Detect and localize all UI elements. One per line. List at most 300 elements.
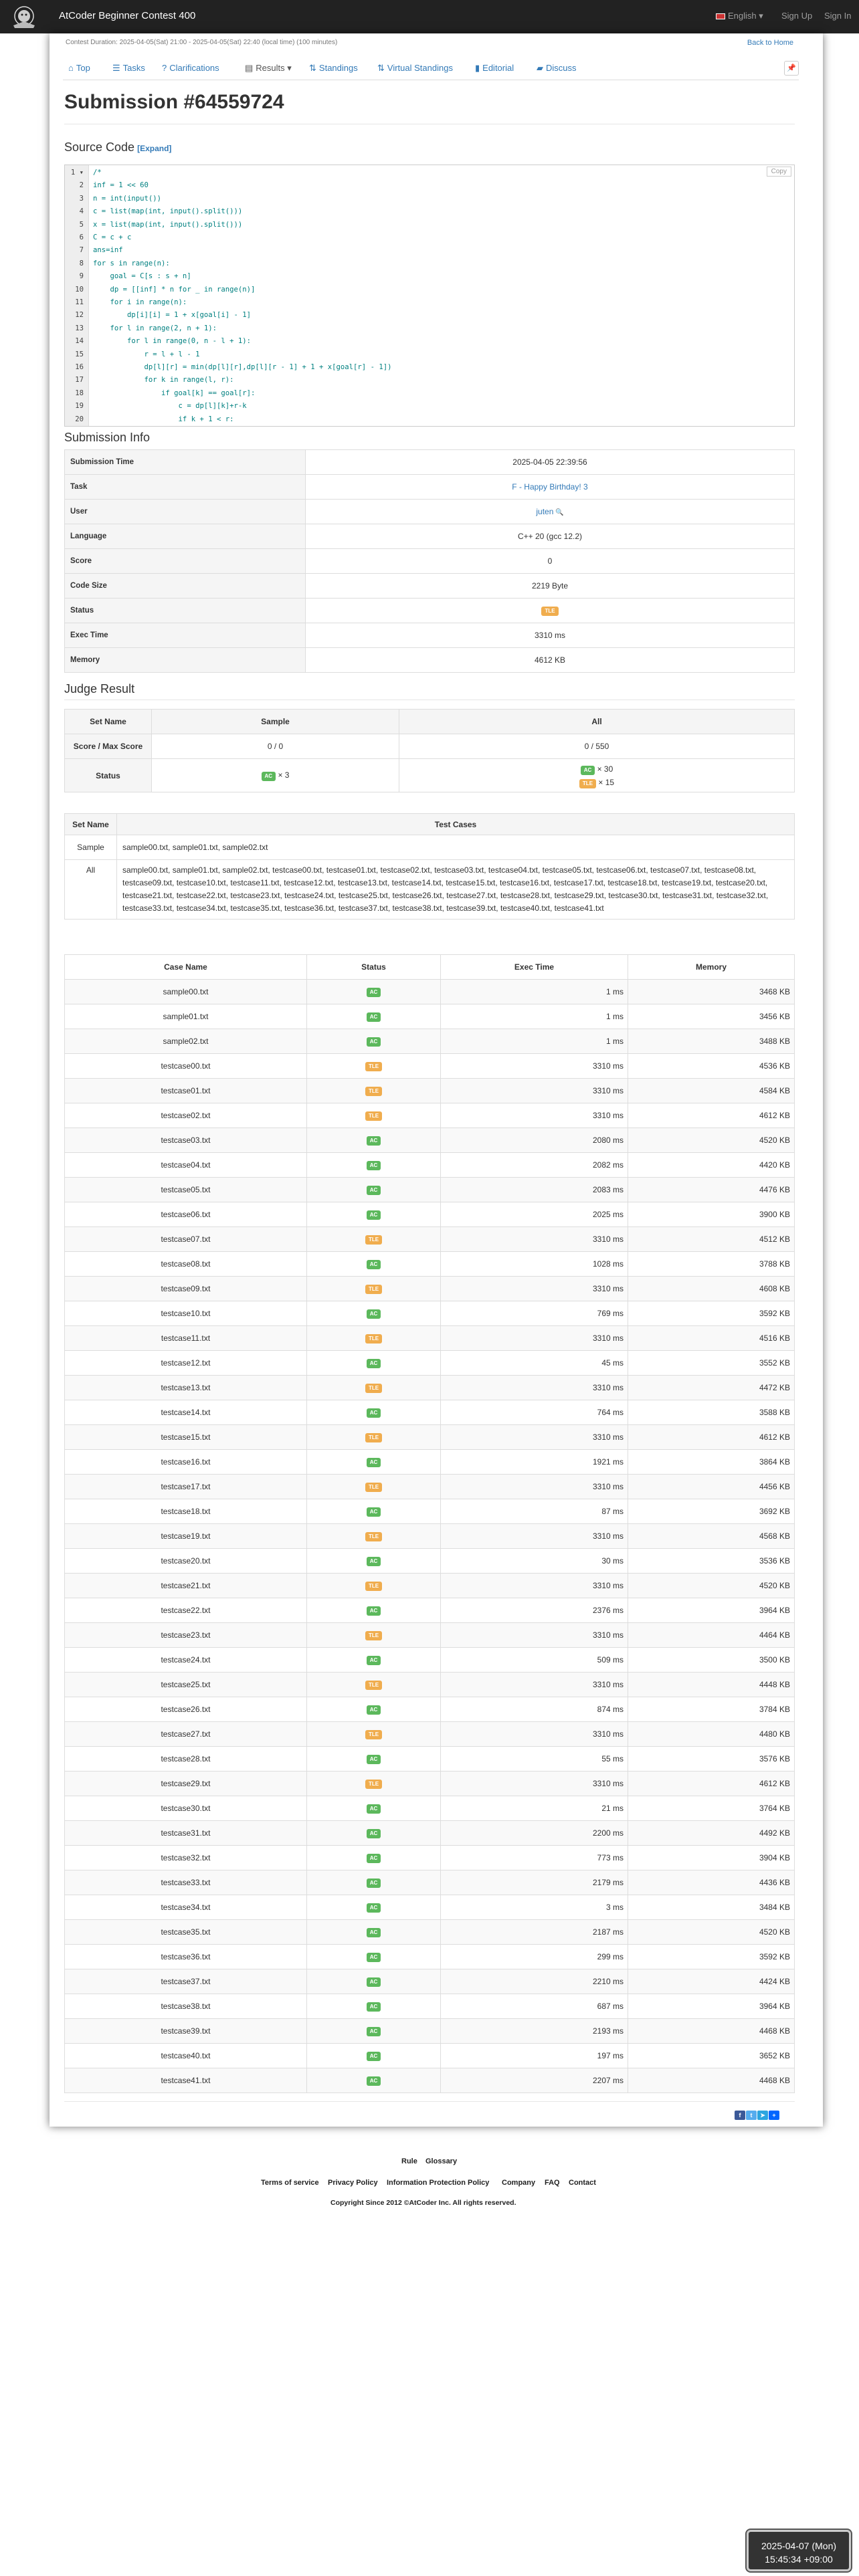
case-name: testcase21.txt (65, 1574, 307, 1598)
case-name: testcase39.txt (65, 2019, 307, 2044)
case-row (65, 1920, 795, 1945)
case-status (307, 1598, 441, 1623)
case-memory: 4612 KB (628, 1772, 795, 1796)
case-exec-time: 2200 ms (441, 1821, 628, 1846)
case-row (65, 1870, 795, 1895)
case-row (65, 1128, 795, 1153)
contest-tabs (63, 56, 799, 80)
case-name: testcase12.txt (65, 1351, 307, 1376)
code-line: for l in range(0, n - l + 1): (93, 337, 251, 346)
info-text: 0 (547, 556, 553, 566)
case-status (307, 1227, 441, 1252)
ac-badge: AC (367, 1359, 381, 1368)
footer-ipp-link[interactable]: Information Protection Policy (387, 2179, 490, 2187)
info-value (306, 599, 795, 623)
copy-button[interactable]: Copy (767, 167, 791, 177)
case-exec-time: 1028 ms (441, 1252, 628, 1277)
info-row (65, 623, 795, 648)
line-number: 8 (79, 259, 84, 267)
case-status (307, 1648, 441, 1673)
status-header: Status (307, 955, 441, 980)
case-name: testcase07.txt (65, 1227, 307, 1252)
footer-faq-link[interactable]: FAQ (545, 2179, 560, 2187)
case-status (307, 1821, 441, 1846)
case-name: testcase08.txt (65, 1252, 307, 1277)
atcoder-logo[interactable] (8, 3, 40, 31)
tle-badge: TLE (365, 1532, 382, 1541)
case-status (307, 1178, 441, 1202)
case-memory: 3592 KB (628, 1301, 795, 1326)
case-row (65, 2044, 795, 2068)
case-memory: 4512 KB (628, 1227, 795, 1252)
case-row (65, 1846, 795, 1870)
user-link[interactable]: juten (536, 507, 554, 516)
ac-badge: AC (367, 1705, 381, 1715)
case-name: testcase20.txt (65, 1549, 307, 1574)
case-status (307, 1697, 441, 1722)
case-status (307, 1524, 441, 1549)
sample-header: Sample (152, 710, 399, 734)
contest-duration: Contest Duration: 2025-04-05(Sat) 21:00 - 2025-04-05(Sat) 22:40 (local time) (100 minutes) (66, 39, 338, 46)
set-name: All (65, 860, 117, 920)
case-name: testcase22.txt (65, 1598, 307, 1623)
line-number: 3 (79, 194, 84, 203)
case-status (307, 1945, 441, 1969)
line-number: 15 (75, 350, 84, 358)
case-exec-time: 2376 ms (441, 1598, 628, 1623)
case-row (65, 1425, 795, 1450)
footer-company-link[interactable]: Company (502, 2179, 536, 2187)
info-value (306, 524, 795, 549)
ac-badge: AC (367, 1829, 381, 1838)
footer-rule-link[interactable]: Rule (401, 2157, 417, 2165)
case-row (65, 1301, 795, 1326)
tle-badge: TLE (365, 1235, 382, 1245)
case-name: testcase05.txt (65, 1178, 307, 1202)
case-name: testcase11.txt (65, 1326, 307, 1351)
line-number: 18 (75, 389, 84, 397)
case-row (65, 1697, 795, 1722)
info-text: 2025-04-05 22:39:56 (512, 457, 587, 467)
tab-virtual-standings[interactable]: ⇅ Virtual Standings (377, 63, 453, 73)
ac-badge: AC (367, 1458, 381, 1467)
case-exec-time: 3310 ms (441, 1054, 628, 1079)
folder-icon: ▤ (245, 63, 254, 73)
case-exec-time: 2082 ms (441, 1153, 628, 1178)
case-exec-time: 3310 ms (441, 1227, 628, 1252)
info-text: 4612 KB (534, 655, 566, 665)
case-name: testcase26.txt (65, 1697, 307, 1722)
case-memory: 3468 KB (628, 980, 795, 1004)
line-number: 5 (79, 220, 84, 229)
main-container (50, 33, 823, 2127)
footer-contact-link[interactable]: Contact (569, 2179, 596, 2187)
test-sets-table (64, 813, 795, 920)
ac-badge: AC (367, 2052, 381, 2061)
case-name: testcase16.txt (65, 1450, 307, 1475)
ac-badge: AC (367, 2027, 381, 2036)
facebook-icon[interactable]: f (735, 2111, 745, 2120)
line-number: 16 (75, 363, 84, 371)
case-status (307, 1128, 441, 1153)
case-row (65, 1326, 795, 1351)
set-name-header: Set Name (65, 710, 152, 734)
case-memory: 3964 KB (628, 1598, 795, 1623)
case-exec-time: 45 ms (441, 1351, 628, 1376)
case-row (65, 980, 795, 1004)
case-status (307, 1103, 441, 1128)
expand-link[interactable]: [Expand] (137, 144, 172, 153)
ac-badge: AC (367, 1136, 381, 1146)
code-line: x = list(map(int, input().split())) (93, 220, 243, 229)
memory-header: Memory (628, 955, 795, 980)
case-status (307, 980, 441, 1004)
code-line: for i in range(n): (93, 298, 187, 306)
case-memory: 3456 KB (628, 1004, 795, 1029)
tle-badge: TLE (541, 607, 558, 616)
footer-terms-link[interactable]: Terms of service (261, 2179, 319, 2187)
info-row (65, 648, 795, 673)
tab-discuss[interactable]: ▰ Discuss (537, 63, 577, 73)
info-row (65, 574, 795, 599)
case-row (65, 1029, 795, 1054)
info-value (306, 574, 795, 599)
case-exec-time: 197 ms (441, 2044, 628, 2068)
set-name: Sample (65, 835, 117, 860)
case-row (65, 1252, 795, 1277)
tle-badge: TLE (365, 1433, 382, 1442)
case-memory: 4612 KB (628, 1103, 795, 1128)
score-summary-table (64, 709, 795, 792)
case-row (65, 1574, 795, 1598)
ac-badge: AC (367, 1161, 381, 1170)
footer-privacy-link[interactable]: Privacy Policy (328, 2179, 378, 2187)
list-icon: ☰ (112, 63, 120, 73)
case-memory: 3576 KB (628, 1747, 795, 1772)
case-name: testcase00.txt (65, 1054, 307, 1079)
case-memory: 4456 KB (628, 1475, 795, 1499)
case-exec-time: 3 ms (441, 1895, 628, 1920)
score-label: Score / Max Score (65, 734, 152, 759)
language-dropdown[interactable]: English ▾ (716, 11, 763, 21)
tab-editorial[interactable]: ▮ Editorial (475, 63, 514, 73)
case-status (307, 1870, 441, 1895)
case-status (307, 1004, 441, 1029)
case-name: testcase17.txt (65, 1475, 307, 1499)
ac-badge: AC (367, 1656, 381, 1665)
clock-date: 2025-04-07 (Mon) (761, 2541, 837, 2551)
test-cases-table (64, 954, 795, 2093)
case-exec-time: 2210 ms (441, 1969, 628, 1994)
status-label: Status (65, 759, 152, 792)
tab-standings[interactable]: ⇅ Standings (309, 63, 358, 73)
tab-top[interactable]: ⌂ Top (68, 63, 90, 73)
case-row (65, 1178, 795, 1202)
submission-info-heading: Submission Info (64, 431, 151, 444)
case-status (307, 1450, 441, 1475)
tle-badge: TLE (579, 779, 596, 788)
home-icon: ⌂ (68, 63, 74, 73)
case-exec-time: 764 ms (441, 1400, 628, 1425)
case-name: testcase06.txt (65, 1202, 307, 1227)
search-icon[interactable]: 🔍 (553, 509, 564, 516)
case-memory: 3536 KB (628, 1549, 795, 1574)
case-memory: 4516 KB (628, 1326, 795, 1351)
case-memory: 4420 KB (628, 1153, 795, 1178)
case-row (65, 2019, 795, 2044)
fixed-clock (747, 2530, 851, 2571)
sign-in-link[interactable]: Sign In (824, 11, 852, 21)
case-memory: 4492 KB (628, 1821, 795, 1846)
line-number: 17 (75, 376, 84, 385)
ac-badge: AC (367, 1854, 381, 1863)
case-exec-time: 3310 ms (441, 1475, 628, 1499)
case-name: testcase38.txt (65, 1994, 307, 2019)
case-name: testcase28.txt (65, 1747, 307, 1772)
case-row (65, 1202, 795, 1227)
case-name: testcase01.txt (65, 1079, 307, 1103)
case-name: testcase03.txt (65, 1128, 307, 1153)
case-exec-time: 3310 ms (441, 1574, 628, 1598)
info-value (306, 500, 795, 524)
case-status (307, 1623, 441, 1648)
case-status (307, 1301, 441, 1326)
case-exec-time: 769 ms (441, 1301, 628, 1326)
case-memory: 3500 KB (628, 1648, 795, 1673)
ac-badge: AC (367, 1977, 381, 1987)
line-number: 11 (75, 298, 84, 306)
case-exec-time: 3310 ms (441, 1425, 628, 1450)
case-name: testcase41.txt (65, 2068, 307, 2093)
all-status: AC × 30 TLE × 15 (399, 759, 795, 792)
ac-badge: AC (367, 1186, 381, 1195)
caret-down-icon: ▾ (759, 11, 763, 21)
code-line: C = c + c (93, 233, 132, 241)
code-line: ans=inf (93, 246, 123, 255)
case-name: testcase02.txt (65, 1103, 307, 1128)
all-header: All (399, 710, 795, 734)
case-status (307, 1747, 441, 1772)
case-memory: 3552 KB (628, 1351, 795, 1376)
ac-badge: AC (367, 988, 381, 997)
case-exec-time: 3310 ms (441, 1326, 628, 1351)
judge-result-heading: Judge Result (64, 682, 135, 695)
case-exec-time: 1921 ms (441, 1450, 628, 1475)
case-exec-time: 3310 ms (441, 1103, 628, 1128)
case-memory: 4468 KB (628, 2068, 795, 2093)
sample-score: 0 / 0 (152, 734, 399, 759)
case-name: testcase19.txt (65, 1524, 307, 1549)
sort-icon: ⇅ (309, 63, 316, 73)
info-value (306, 623, 795, 648)
share-plus-icon[interactable]: + (769, 2111, 779, 2120)
case-memory: 3964 KB (628, 1994, 795, 2019)
case-exec-time: 2080 ms (441, 1128, 628, 1153)
info-label: Submission Time (65, 450, 306, 475)
case-name: testcase15.txt (65, 1425, 307, 1450)
case-row (65, 1475, 795, 1499)
case-row (65, 1524, 795, 1549)
case-status (307, 1277, 441, 1301)
line-number: 19 (75, 402, 84, 411)
code-line: inf = 1 << 60 (93, 181, 149, 190)
exec-time-header: Exec Time (441, 955, 628, 980)
pin-button[interactable] (784, 61, 799, 76)
copyright: Copyright Since 2012 ©AtCoder Inc. All rights reserved. (330, 2199, 516, 2207)
test-cases-header: Test Cases (117, 814, 795, 835)
case-status (307, 1772, 441, 1796)
case-memory: 3488 KB (628, 1029, 795, 1054)
question-icon: ? (162, 63, 167, 73)
case-name: testcase40.txt (65, 2044, 307, 2068)
info-row (65, 450, 795, 475)
code-line: r = l + l - 1 (93, 350, 200, 358)
case-row (65, 1648, 795, 1673)
case-memory: 4536 KB (628, 1054, 795, 1079)
info-label: Language (65, 524, 306, 549)
case-status (307, 1054, 441, 1079)
info-text: C++ 20 (gcc 12.2) (517, 532, 583, 541)
case-exec-time: 3310 ms (441, 1772, 628, 1796)
case-status (307, 1920, 441, 1945)
line-number: 6 (79, 233, 84, 241)
ac-badge: AC (367, 1953, 381, 1962)
pin-icon: 📌 (787, 64, 796, 72)
case-name: testcase35.txt (65, 1920, 307, 1945)
navbar (0, 0, 859, 33)
case-row (65, 1945, 795, 1969)
twitter-icon[interactable]: t (746, 2111, 757, 2120)
info-text: 3310 ms (534, 631, 566, 640)
contest-title[interactable]: AtCoder Beginner Contest 400 (59, 10, 196, 21)
set-cases: sample00.txt, sample01.txt, sample02.txt (117, 835, 795, 860)
case-name-header: Case Name (65, 955, 307, 980)
page-title: Submission #64559724 (64, 91, 284, 113)
case-exec-time: 509 ms (441, 1648, 628, 1673)
code-line: if goal[k] == goal[r]: (93, 389, 256, 397)
tab-tasks[interactable]: ☰ Tasks (112, 63, 145, 73)
divider (64, 2101, 795, 2102)
tle-badge: TLE (365, 1483, 382, 1492)
code-line: for s in range(n): (93, 259, 170, 267)
info-label: Memory (65, 648, 306, 673)
case-name: testcase25.txt (65, 1673, 307, 1697)
case-memory: 3904 KB (628, 1846, 795, 1870)
case-status (307, 2044, 441, 2068)
book-icon: ▮ (475, 63, 480, 73)
case-exec-time: 3310 ms (441, 1376, 628, 1400)
case-status (307, 1326, 441, 1351)
case-row (65, 1994, 795, 2019)
case-row (65, 1598, 795, 1623)
task-link[interactable]: F - Happy Birthday! 3 (512, 482, 588, 492)
tab-clarifications[interactable]: ? Clarifications (162, 63, 219, 73)
tle-badge: TLE (365, 1384, 382, 1393)
case-row (65, 1400, 795, 1425)
line-number: 4 (79, 207, 84, 216)
case-status (307, 1969, 441, 1994)
case-row (65, 1376, 795, 1400)
info-row (65, 549, 795, 574)
tle-badge: TLE (365, 1631, 382, 1640)
case-status (307, 1722, 441, 1747)
case-memory: 4584 KB (628, 1079, 795, 1103)
code-line: for k in range(l, r): (93, 376, 234, 385)
case-name: testcase29.txt (65, 1772, 307, 1796)
case-name: testcase14.txt (65, 1400, 307, 1425)
ac-badge: AC (367, 1606, 381, 1616)
case-name: testcase24.txt (65, 1648, 307, 1673)
footer-glossary-link[interactable]: Glossary (425, 2157, 458, 2165)
case-memory: 4448 KB (628, 1673, 795, 1697)
ac-badge: AC (367, 1755, 381, 1764)
code-line: /* (93, 169, 102, 177)
set-name-header: Set Name (65, 814, 117, 835)
sort-icon: ⇅ (377, 63, 385, 73)
case-row (65, 1747, 795, 1772)
tle-badge: TLE (365, 1062, 382, 1071)
case-exec-time: 687 ms (441, 1994, 628, 2019)
case-exec-time: 874 ms (441, 1697, 628, 1722)
ac-badge: AC (367, 2076, 381, 2086)
info-text: 2219 Byte (531, 581, 569, 591)
case-row (65, 1796, 795, 1821)
case-exec-time: 1 ms (441, 980, 628, 1004)
case-memory: 4612 KB (628, 1425, 795, 1450)
case-exec-time: 773 ms (441, 1846, 628, 1870)
tle-badge: TLE (365, 1334, 382, 1344)
tle-badge: TLE (365, 1582, 382, 1591)
source-code-block[interactable] (64, 165, 795, 427)
case-row (65, 1153, 795, 1178)
case-status (307, 1376, 441, 1400)
tle-badge: TLE (365, 1111, 382, 1121)
case-status (307, 1549, 441, 1574)
case-row (65, 1351, 795, 1376)
case-status (307, 1796, 441, 1821)
code-line: for l in range(2, n + 1): (93, 324, 217, 332)
line-number: 13 (75, 324, 84, 332)
case-exec-time: 2193 ms (441, 2019, 628, 2044)
case-name: testcase36.txt (65, 1945, 307, 1969)
case-status (307, 1153, 441, 1178)
telegram-icon[interactable]: ➤ (757, 2111, 768, 2120)
info-row (65, 599, 795, 623)
share-buttons (735, 2109, 780, 2120)
tab-results[interactable]: ▤ Results ▾ (245, 63, 292, 73)
ac-badge: AC (367, 1804, 381, 1814)
ac-badge: AC (262, 772, 276, 781)
back-to-home-link[interactable]: Back to Home (747, 39, 793, 47)
case-row (65, 1772, 795, 1796)
case-exec-time: 1 ms (441, 1004, 628, 1029)
caret-down-icon: ▾ (287, 63, 292, 73)
case-memory: 4520 KB (628, 1920, 795, 1945)
uk-flag-icon (716, 13, 725, 19)
code-line: dp[i][i] = 1 + x[goal[i] - 1] (93, 311, 251, 320)
comment-icon: ▰ (537, 63, 543, 73)
sign-up-link[interactable]: Sign Up (781, 11, 813, 21)
ac-badge: AC (581, 766, 595, 775)
case-memory: 4568 KB (628, 1524, 795, 1549)
line-number: 20 (75, 415, 84, 423)
ac-badge: AC (367, 1928, 381, 1937)
case-exec-time: 3310 ms (441, 1524, 628, 1549)
case-exec-time: 3310 ms (441, 1623, 628, 1648)
case-row (65, 1623, 795, 1648)
case-memory: 4468 KB (628, 2019, 795, 2044)
case-status (307, 1351, 441, 1376)
